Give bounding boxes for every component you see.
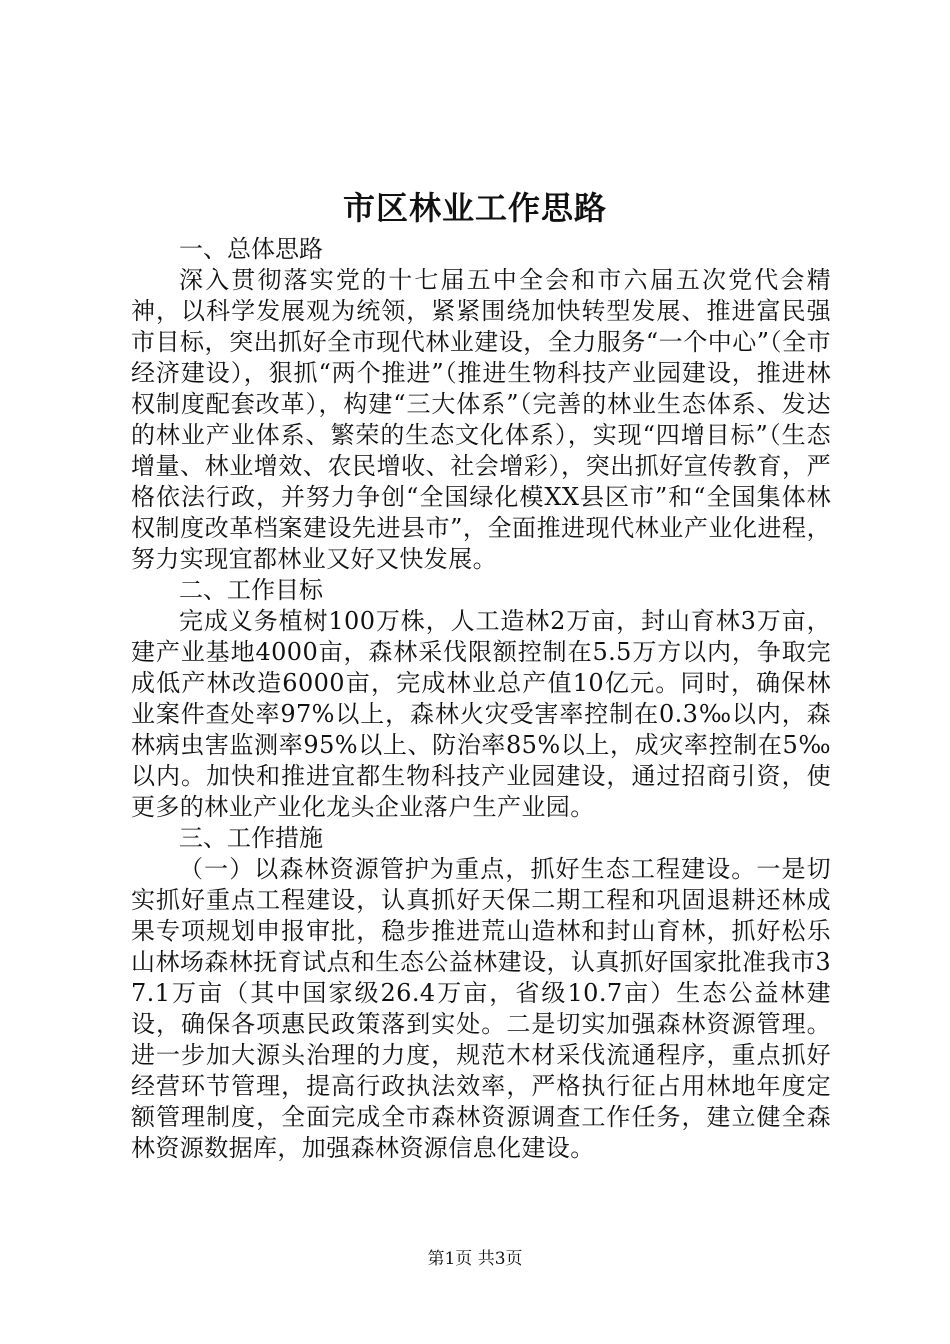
paragraph-overall-approach: 深入贯彻落实党的十七届五中全会和市六届五次党代会精神，以科学发展观为统领，紧紧围绕加快转型发展、推进富民强市目标，突出抓好全市现代林业建设，全力服务“一个中心”（全市经济建设），狠抓“两个推进”（推进生物科技产业园建设，推进林权制度配套改革），构建“三大体系”（完善的林业生态体系、发达的林业产业体系、繁荣的生态文化体系），实现“四增目标”（生态增量、林业增效、农民增收、社会增彩），突出抓好宣传教育，严格依法行政，并努力争创“全国绿化模XX县区市”和“全国集体林权制度改革档案建设先进县市”，全面推进现代林业产业化进程，努力实现宜都林业又好又快发展。 [131,266,831,573]
paragraph-work-goals: 完成义务植树100万株，人工造林2万亩，封山育林3万亩，建产业基地4000亩，森林采伐限额控制在5.5万方以内，争取完成低产林改造6000亩，完成林业总产值10亿元。同时，确保林业案件查处率97%以上，森林火灾受害率控制在0.3‰以内，森林病虫害监测率95%以上、防治率85%以上，成灾率控制在5‰以内。加快和推进宜都生物科技产业园建设，通过招商引资，使更多的林业产业化龙头企业落户生产业园。 [131,607,831,821]
section-heading-overall-approach: 一、总体思路 [179,235,323,263]
paragraph-work-measures: （一）以森林资源管护为重点，抓好生态工程建设。一是切实抓好重点工程建设，认真抓好天保二期工程和巩固退耕还林成果专项规划申报审批，稳步推进荒山造林和封山育林，抓好松乐山林场森林抚育试点和生态公益林建设，认真抓好国家批准我市37.1万亩（其中国家级26.4万亩，省级10.7亩）生态公益林建设，确保各项惠民政策落到实处。二是切实加强森林资源管理。进一步加大源头治理的力度，规范木材采伐流通程序，重点抓好经营环节管理，提高行政执法效率，严格执行征占用林地年度定额管理制度，全面完成全市森林资源调查工作任务，建立健全森林资源数据库，加强森林资源信息化建设。 [131,855,831,1162]
document-title: 市区林业工作思路 [342,189,607,227]
document-body [131,234,831,1164]
section-heading-work-measures: 三、工作措施 [179,824,323,852]
section-heading-work-goals: 二、工作目标 [179,576,323,604]
page-indicator: 第1页 共3页 [427,1249,523,1269]
